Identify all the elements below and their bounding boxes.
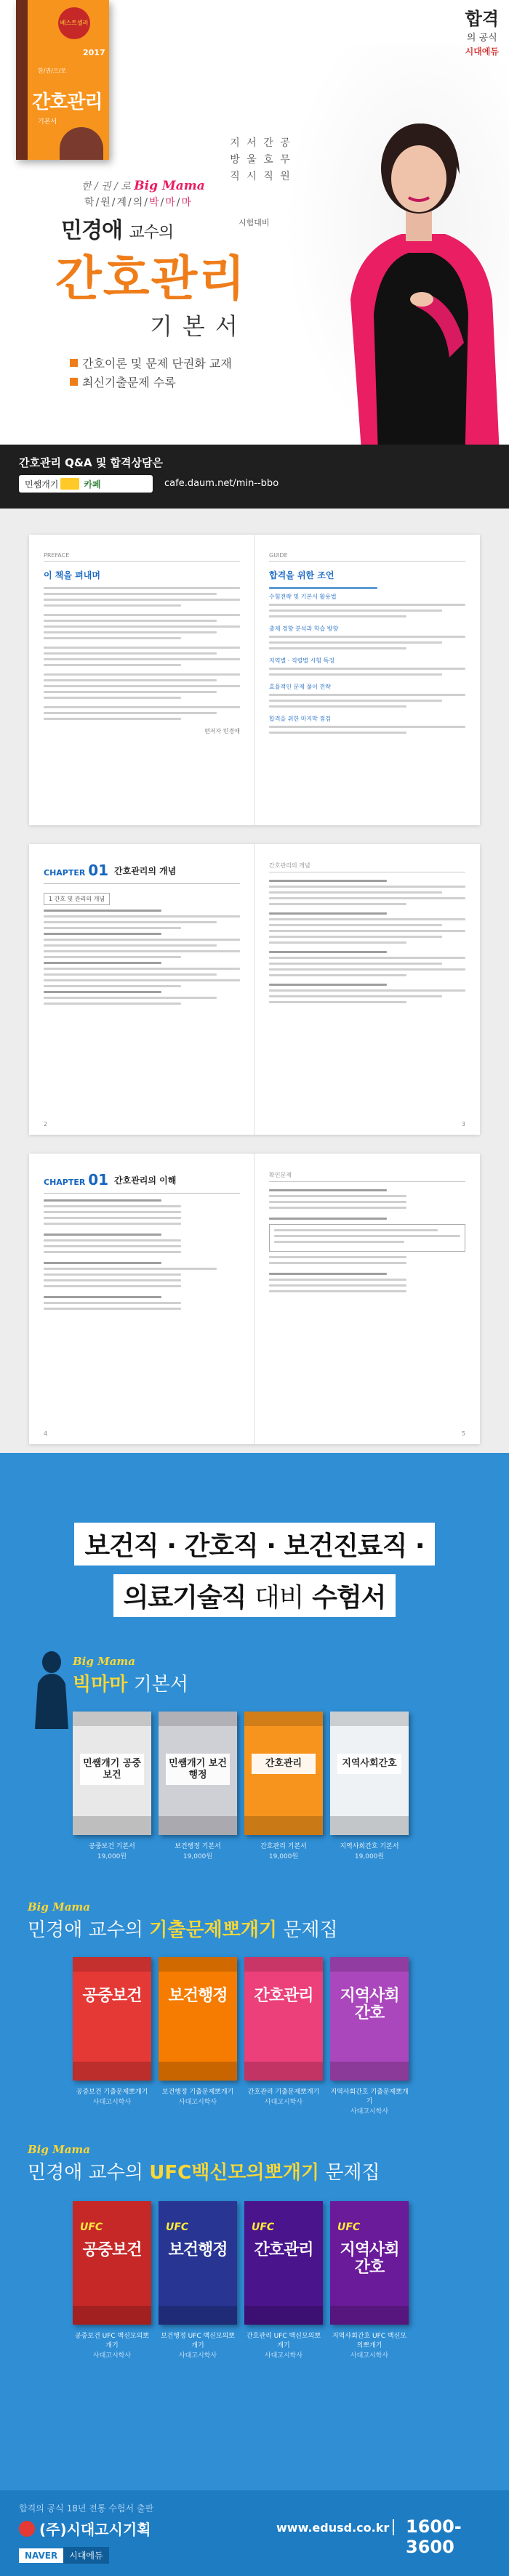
book-card[interactable]: [330, 1957, 409, 2081]
book-big-label: 간호관리: [254, 1987, 313, 2005]
text-line: [269, 641, 442, 644]
section-basic-books: [73, 1655, 188, 1696]
page-left: [44, 552, 240, 735]
hak-char: 박: [149, 197, 161, 208]
text-line: [269, 941, 406, 944]
preface-title: 이 책을 펴내며: [44, 570, 100, 580]
promo-headline: [36, 1523, 473, 1626]
book-big-label: 지역사회간호: [340, 1987, 399, 2023]
text-line: [269, 897, 465, 899]
text-line: [44, 962, 161, 964]
text-line: [44, 950, 240, 952]
text-line: [44, 979, 240, 981]
option-line: [44, 1308, 181, 1310]
section-past-exam-books: [28, 1900, 338, 1942]
author-suffix: 교수의: [129, 224, 174, 242]
exam-type-list-2: [227, 135, 244, 185]
option-line: [269, 1279, 406, 1281]
text-line: [44, 679, 217, 681]
square-bullet-icon: [70, 378, 78, 386]
option-line: [269, 1207, 406, 1209]
promo-line-2: 의료기술직 대비 수험서: [113, 1574, 396, 1617]
exam-type-list-3: [260, 135, 278, 185]
page-number: 3: [461, 1121, 465, 1127]
question-line: [269, 1218, 387, 1220]
text-line: [269, 673, 442, 676]
text-line: [44, 921, 217, 923]
question-block: [269, 1189, 465, 1209]
naver-search-box[interactable]: [19, 2547, 109, 2564]
option-line: [44, 1245, 181, 1247]
text-line: [44, 706, 240, 708]
question-block: [269, 1273, 465, 1292]
option-line: [44, 1251, 181, 1253]
option-line: [44, 1279, 181, 1281]
text-line: [269, 918, 465, 920]
text-line: [269, 951, 387, 953]
question-line: [269, 1273, 387, 1275]
promo-line-1: 보건직 · 간호직 · 보건진료직 ·: [74, 1523, 434, 1566]
text-line: [44, 956, 181, 958]
page-number: 5: [461, 1430, 465, 1437]
book-card[interactable]: [159, 2201, 237, 2325]
page-right: [269, 1171, 465, 1301]
text-line: [269, 705, 406, 708]
publisher-brand: (주)시대고시기획: [19, 2518, 151, 2539]
square-bullet-icon: [70, 359, 78, 367]
book-label: 민쌤개기 공중보건: [80, 1754, 144, 1785]
text-line: [269, 1001, 406, 1003]
spread-questions: [29, 1154, 480, 1444]
text-line: [269, 912, 387, 915]
question-box: [269, 1224, 465, 1252]
chapter-number: CHAPTER 01: [44, 862, 109, 879]
book-card[interactable]: [159, 1957, 237, 2081]
text-line: [44, 910, 161, 912]
feature-list: [70, 353, 232, 391]
option-line: [269, 1195, 406, 1197]
hak-row: 학/원/계/의/박/마/마: [84, 197, 193, 208]
option-line: [269, 1262, 406, 1264]
cafe-label: 카페: [84, 479, 101, 490]
hak-char: 마: [181, 197, 193, 208]
text-line: [269, 957, 465, 959]
section-title: 민경애 교수의 UFC백신모의뽀개기 문제집: [28, 2162, 380, 2184]
caption-row-basic: [73, 1841, 509, 1860]
chapter-number: CHAPTER 01: [44, 1171, 109, 1188]
book-big-label: 공중보건: [82, 2241, 142, 2259]
text-line: [269, 903, 406, 905]
text-line: [269, 974, 406, 976]
naver-label: NAVER: [19, 2548, 63, 2563]
hak-char: 의: [132, 197, 145, 208]
text-line: [269, 963, 442, 965]
text-line: [44, 1003, 181, 1005]
book-caption: 간호관리 UFC 백신모의뽀개기 사대고시학사: [246, 2333, 321, 2360]
publisher-url[interactable]: www.edusd.co.kr: [276, 2521, 390, 2535]
book-row-past-exam: [73, 1957, 509, 2081]
text-line: [269, 984, 387, 986]
text-line: [44, 604, 181, 607]
text-line: [44, 991, 161, 993]
book-row-basic: [73, 1712, 509, 1835]
option-line: [44, 1217, 181, 1219]
hero-section: [0, 0, 509, 509]
option-line: [269, 1290, 406, 1292]
option-line: [44, 1268, 217, 1270]
book-gutter: [254, 844, 255, 1135]
text-line: [44, 685, 240, 687]
ufc-label: UFC: [337, 2221, 361, 2233]
book-caption: 지역사회간호 기본서 19,000원: [340, 1843, 399, 1860]
option-line: [44, 1223, 181, 1225]
option-line: [44, 1285, 181, 1287]
phone-number[interactable]: 1600-3600: [406, 2516, 462, 2557]
cover-author-photo: [60, 127, 103, 160]
cafe-name: 민쌤개기: [25, 479, 59, 490]
running-head: PREFACE: [44, 552, 240, 562]
text-line: [269, 936, 442, 938]
book-caption: 공중보건 UFC 백신모의뽀개기 사대고시학사: [74, 2333, 150, 2360]
hak-char: 학: [84, 197, 96, 208]
option-line: [44, 1302, 181, 1304]
exam-char: 지: [230, 137, 241, 149]
hak-char: 원: [100, 197, 112, 208]
ufc-label: UFC: [252, 2221, 275, 2233]
exam-char: 울: [247, 154, 258, 166]
caption-row-ufc: [73, 2330, 509, 2360]
text-line: [269, 609, 442, 612]
chapter-header: [44, 862, 240, 884]
daum-cafe-icon: [60, 478, 79, 490]
book-caption: 간호관리 기본서 19,000원: [260, 1843, 307, 1860]
book-gutter: [254, 1154, 255, 1444]
book-big-label: 지역사회간호: [340, 2241, 399, 2277]
question-line: [44, 1262, 161, 1264]
hero-title: 간호관리: [55, 251, 247, 307]
book-big-label: 간호관리: [254, 2241, 313, 2259]
text-line: [269, 732, 406, 734]
big-mama-script: Big Mama: [134, 179, 205, 193]
preview-section: [0, 509, 509, 1453]
book-year: 2017: [83, 48, 105, 57]
guide-point: 출제 경향 분석과 학습 방향: [269, 625, 339, 632]
qa-title: 간호관리 Q&A 및 합격상담은: [19, 456, 164, 469]
question-line: [44, 1234, 161, 1236]
page-number: 4: [44, 1430, 48, 1437]
book-series: 한/권/으/로: [38, 68, 66, 74]
page-right: [269, 552, 465, 737]
spread-chapter-1: [29, 844, 480, 1135]
text-line: [44, 973, 217, 976]
text-line: [44, 673, 240, 676]
divider: [393, 2519, 394, 2535]
preface-signature: 편저자 민경애: [204, 728, 240, 734]
text-line: [269, 726, 465, 728]
section-tag: Big Mama: [28, 1900, 91, 1913]
text-line: [44, 712, 217, 714]
text-line: [44, 933, 161, 935]
chapter-header: [44, 1171, 240, 1194]
option-line: [44, 1211, 181, 1213]
text-line: [269, 604, 465, 606]
text-line: [269, 886, 465, 888]
hero-subtitle: 기본서: [150, 312, 248, 340]
page-number: 2: [44, 1121, 48, 1127]
text-line: [44, 631, 217, 633]
book-caption: 공중보건 기출문제뽀개기 사대고시학사: [76, 2089, 148, 2106]
box-line: [274, 1229, 438, 1231]
cafe-chip[interactable]: [19, 475, 153, 493]
logo-sub: 의 공식: [466, 33, 497, 44]
footer-tagline: 합격의 공식 18년 전통 수험서 출판: [19, 2503, 154, 2514]
exam-char: 직: [230, 171, 241, 182]
logo-main: 합격: [465, 8, 499, 29]
question-block: [44, 1296, 240, 1310]
hak-char: 계: [116, 197, 129, 208]
chapter-name: 간호관리의 개념: [114, 865, 177, 876]
text-line: [44, 915, 240, 918]
text-line: [269, 694, 465, 696]
exam-char: 공: [280, 137, 292, 149]
exam-type-list-4: [277, 135, 294, 185]
guide-point: 합격을 위한 마지막 점검: [269, 716, 331, 722]
text-line: [44, 985, 181, 987]
text-line: [269, 968, 465, 971]
exam-type-list: [244, 135, 261, 185]
text-line: [44, 927, 181, 929]
book-gutter: [254, 535, 255, 825]
section-tag: Big Mama: [73, 1655, 136, 1668]
point-heading: [269, 587, 377, 589]
logo-brand: 시대에듀: [465, 46, 499, 57]
text-line: [269, 891, 442, 894]
exam-char: 서: [247, 137, 258, 149]
footer: [0, 2490, 509, 2576]
exam-char: 원: [280, 171, 292, 182]
text-line: [44, 718, 181, 720]
question-line: [269, 1189, 387, 1191]
naver-search-term: 시대에듀: [63, 2547, 108, 2564]
book-card[interactable]: [73, 1712, 151, 1835]
book-cover: [16, 0, 109, 160]
text-line: [44, 939, 240, 941]
feature-item: [70, 353, 232, 372]
brand-logo: [465, 10, 499, 57]
text-line: [44, 658, 240, 660]
book-subtitle: 기본서: [38, 118, 57, 126]
text-line: [44, 997, 217, 999]
page-left: [44, 1171, 240, 1319]
book-big-label: 보건행정: [168, 2241, 228, 2259]
text-line: [269, 924, 442, 926]
text-line: [44, 652, 217, 655]
hak-char: 마: [165, 197, 177, 208]
text-line: [44, 637, 181, 639]
question-line: [44, 1199, 161, 1202]
text-line: [269, 647, 406, 649]
running-head: 확인문제: [269, 1171, 465, 1182]
question-block: [44, 1234, 240, 1253]
section-title: 빅마마 기본서: [73, 1674, 188, 1696]
book-card[interactable]: [244, 2201, 323, 2325]
big-mama-silhouette-icon: [31, 1649, 73, 1729]
book-caption: 보건행정 기본서 19,000원: [175, 1843, 221, 1860]
book-row-ufc: [73, 2201, 509, 2325]
book-card[interactable]: [73, 1957, 151, 2081]
text-line: [44, 593, 217, 595]
author-name: 민경애: [61, 218, 122, 243]
question-block: [44, 1262, 240, 1287]
book-card[interactable]: [244, 1957, 323, 2081]
text-line: [269, 930, 465, 932]
guide-point: 효율적인 문제 풀이 전략: [269, 684, 331, 690]
publisher-logo-icon: [19, 2521, 35, 2537]
cafe-url[interactable]: cafe.daum.net/min--bbo: [164, 478, 279, 489]
topic-tag: 1 간호 및 관리의 개념: [44, 893, 110, 905]
guide-point: 수험전략 및 기본서 활용법: [269, 594, 337, 600]
book-caption: 보건행정 기출문제뽀개기 사대고시학사: [161, 2089, 234, 2106]
author-photo: [336, 81, 503, 501]
exam-char: 시: [247, 171, 258, 182]
book-caption: 간호관리 기출문제뽀개기 사대고시학사: [247, 2089, 320, 2106]
book-card[interactable]: [330, 2201, 409, 2325]
book-label: 간호관리: [252, 1754, 316, 1774]
book-label: 지역사회간호: [337, 1754, 401, 1774]
option-line: [44, 1239, 181, 1242]
promo-section: [0, 1453, 509, 2576]
big-mama-label: [81, 179, 205, 193]
text-line: [269, 615, 406, 617]
bestseller-badge: 베스트셀러: [58, 7, 90, 39]
book-big-label: 공중보건: [82, 1987, 142, 2005]
text-line: [269, 989, 465, 992]
book-caption: 공중보건 기본서 19,000원: [89, 1843, 135, 1860]
question-line: [44, 1296, 161, 1298]
book-big-label: 보건행정: [168, 1987, 228, 2005]
box-line: [274, 1241, 404, 1243]
option-line: [44, 1273, 181, 1276]
guide-point: 지역별 · 직렬별 시험 특징: [269, 657, 334, 664]
feature-text: 최신기출문제 수록: [82, 375, 176, 389]
section-tag: Big Mama: [28, 2143, 91, 2156]
book-card[interactable]: [244, 1712, 323, 1835]
text-line: [44, 625, 240, 628]
box-line: [274, 1235, 460, 1237]
text-line: [44, 599, 240, 601]
spread-preface: [29, 535, 480, 825]
text-line: [269, 995, 442, 997]
exam-char: 호: [263, 154, 275, 166]
option-line: [269, 1256, 406, 1258]
guide-title: 합격을 위한 조언: [269, 570, 334, 580]
ufc-label: UFC: [80, 2221, 103, 2233]
book-card[interactable]: [330, 1712, 409, 1835]
running-head: 간호관리의 개념: [269, 862, 465, 872]
ufc-label: UFC: [166, 2221, 189, 2233]
text-line: [269, 880, 387, 882]
option-line: [44, 1205, 181, 1207]
section-title: 민경애 교수의 기출문제뽀개기 문제집: [28, 1919, 338, 1941]
book-title: 간호관리: [32, 92, 103, 113]
exam-char: 간: [263, 137, 275, 149]
text-line: [44, 620, 217, 622]
book-caption: 보건행정 UFC 백신모의뽀개기 사대고시학사: [160, 2333, 236, 2360]
question-block: [269, 1218, 465, 1264]
text-line: [44, 587, 240, 589]
option-line: [269, 1284, 406, 1287]
book-caption: 지역사회간호 기출문제뽀개기 사대고시학사: [330, 2089, 409, 2115]
text-line: [44, 664, 181, 666]
caption-row-past-exam: [73, 2086, 509, 2115]
feature-text: 간호이론 및 문제 단권화 교재: [82, 356, 232, 370]
exam-char: 방: [230, 154, 241, 166]
question-block: [44, 1199, 240, 1225]
text-line: [44, 968, 240, 970]
text-line: [44, 944, 217, 947]
big-mama-prefix: 한 / 권 / 로: [81, 181, 131, 193]
exam-suffix: 시험대비: [239, 218, 270, 227]
running-head: GUIDE: [269, 552, 465, 562]
book-label: 민쌤개기 보건행정: [166, 1754, 230, 1785]
option-line: [269, 1201, 406, 1203]
text-line: [269, 636, 465, 638]
book-spine: [16, 0, 28, 160]
section-ufc-books: [28, 2143, 380, 2184]
text-line: [44, 691, 217, 693]
qa-band: [0, 445, 509, 509]
text-line: [44, 647, 240, 649]
chapter-name: 간호관리의 이해: [114, 1175, 177, 1186]
text-line: [44, 614, 240, 616]
text-line: [269, 700, 442, 702]
page-left: [44, 862, 240, 1008]
text-line: [44, 697, 181, 699]
exam-char: 직: [263, 171, 275, 182]
page-right: [269, 862, 465, 1007]
exam-char: 무: [280, 154, 292, 166]
book-caption: 지역사회간호 UFC 백신모의뽀개기 사대고시학사: [332, 2333, 407, 2360]
text-line: [269, 668, 465, 670]
book-card[interactable]: [73, 2201, 151, 2325]
feature-item: [70, 372, 232, 391]
book-card[interactable]: [159, 1712, 237, 1835]
